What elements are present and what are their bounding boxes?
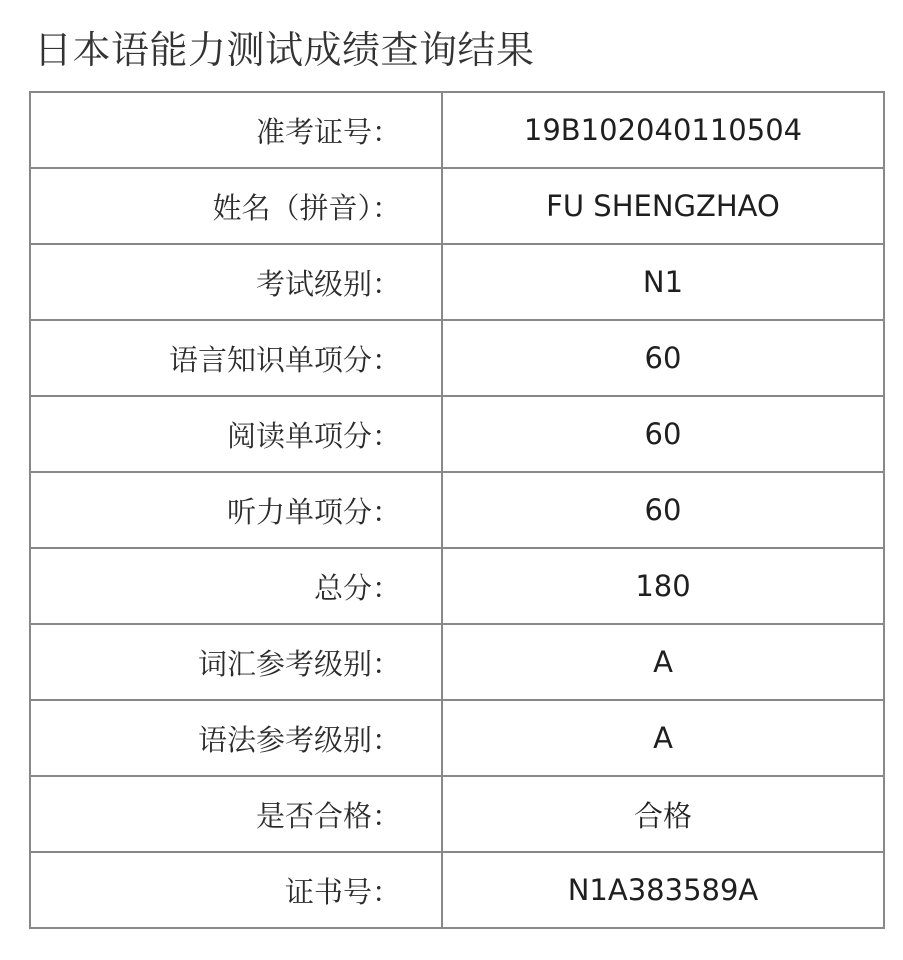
language-knowledge-score-label: 语言知识单项分：: [30, 320, 442, 396]
row-pass-status: [30, 776, 884, 852]
certificate-number-label: 证书号：: [30, 852, 442, 928]
grammar-reference-level-value: A: [442, 700, 884, 776]
page-title: 日本语能力测试成绩查询结果: [34, 28, 535, 72]
row-reading-score: [30, 396, 884, 472]
row-name-pinyin: [30, 168, 884, 244]
row-listening-score: [30, 472, 884, 548]
pass-status-value: 合格: [442, 776, 884, 852]
vocabulary-reference-level-value: A: [442, 624, 884, 700]
row-vocabulary-reference-level: [30, 624, 884, 700]
row-certificate-number: [30, 852, 884, 928]
exam-level-label: 考试级别：: [30, 244, 442, 320]
name-pinyin-label: 姓名（拼音）：: [30, 168, 442, 244]
listening-score-label: 听力单项分：: [30, 472, 442, 548]
total-score-label: 总分：: [30, 548, 442, 624]
certificate-number-value: N1A383589A: [442, 852, 884, 928]
exam-number-label: 准考证号：: [30, 92, 442, 168]
row-exam-level: [30, 244, 884, 320]
results-table: [29, 91, 885, 929]
reading-score-label: 阅读单项分：: [30, 396, 442, 472]
language-knowledge-score-value: 60: [442, 320, 884, 396]
exam-level-value: N1: [442, 244, 884, 320]
grammar-reference-level-label: 语法参考级别：: [30, 700, 442, 776]
row-language-knowledge-score: [30, 320, 884, 396]
reading-score-value: 60: [442, 396, 884, 472]
pass-status-label: 是否合格：: [30, 776, 442, 852]
name-pinyin-value: FU SHENGZHAO: [442, 168, 884, 244]
row-grammar-reference-level: [30, 700, 884, 776]
vocabulary-reference-level-label: 词汇参考级别：: [30, 624, 442, 700]
total-score-value: 180: [442, 548, 884, 624]
row-total-score: [30, 548, 884, 624]
listening-score-value: 60: [442, 472, 884, 548]
row-exam-number: [30, 92, 884, 168]
exam-number-value: 19B102040110504: [442, 92, 884, 168]
